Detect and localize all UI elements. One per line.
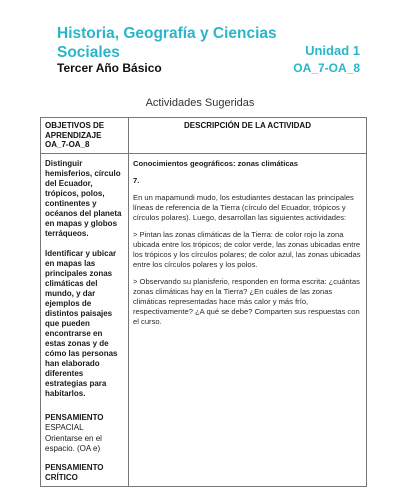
activity-paragraph-2: > Pintan las zonas climáticas de la Tierra: de color rojo la zona ubicada entre los trópicos; de color verde, las zonas ubicadas entre los trópicos y los círculos polares; de color azul, las zonas ubicadas entre los círculos polares y los polos. (133, 229, 361, 269)
pensamiento-espacial-label (45, 413, 124, 433)
pensamiento-espacial-label-bold: PENSAMIENTO (45, 412, 104, 422)
pensamiento-espacial-text: Orientarse en el espacio. (OA e) (45, 433, 102, 453)
activity-paragraph-3: > Observando su planisferio, responden en forma escrita: ¿cuántas zonas climáticas hay en la Tierra? ¿En cuáles de las zonas climáticas representadas hace más calor y más frío, respectivamente? ¿A qué se debe? Comparten sus respuestas con el curso. (133, 276, 360, 326)
activity-paragraph-1: En un mapamundi mudo, los estudiantes destacan las principales líneas de referencia de la Tierra (círculo del Ecuador, trópicos y círculos polares). Luego, desarrollan las siguientes actividades: (133, 192, 354, 222)
activity-number: 7. (133, 175, 140, 185)
section-title: Actividades Sugeridas (145, 97, 255, 109)
objective-2: Identificar y ubicar en mapas las principales zonas climáticas del mundo, y dar ejemplos de distintos paisajes que pueden encontrarse en estas zonas y de cómo las personas han elaborado diferentes estrategias para habitarlos. (45, 248, 118, 398)
pensamiento-critico-label: PENSAMIENTO CRÍTICO (45, 462, 104, 482)
pensamiento-espacial-label-light: ESPACIAL (45, 422, 84, 432)
subject-title-line-2: Sociales (57, 44, 120, 61)
description-column-header: DESCRIPCIÓN DE LA ACTIVIDAD (129, 118, 367, 154)
activity-topic: Conocimientos geográficos: zonas climáticas (133, 158, 298, 168)
objectives-column-header: OBJETIVOS DE APRENDIZAJE OA_7-OA_8 (41, 118, 129, 154)
table-row (41, 153, 367, 486)
unit-label: Unidad 1 (305, 43, 360, 58)
table-header-row (41, 118, 367, 154)
activities-table (40, 117, 367, 487)
objective-1: Distinguir hemisferios, círculo del Ecuador, trópicos, polos, continentes y océanos del planeta en mapas y globos terráqueos. (45, 158, 122, 238)
grade-label: Tercer Año Básico (57, 61, 162, 75)
objectives-cell (41, 153, 129, 486)
pensamiento-espacial (45, 413, 124, 454)
pensamiento-critico (45, 463, 124, 483)
oa-label: OA_7-OA_8 (293, 61, 360, 75)
description-cell (129, 153, 367, 486)
subject-title-line-1: Historia, Geografía y Ciencias (57, 25, 277, 42)
subject-title (57, 24, 317, 62)
